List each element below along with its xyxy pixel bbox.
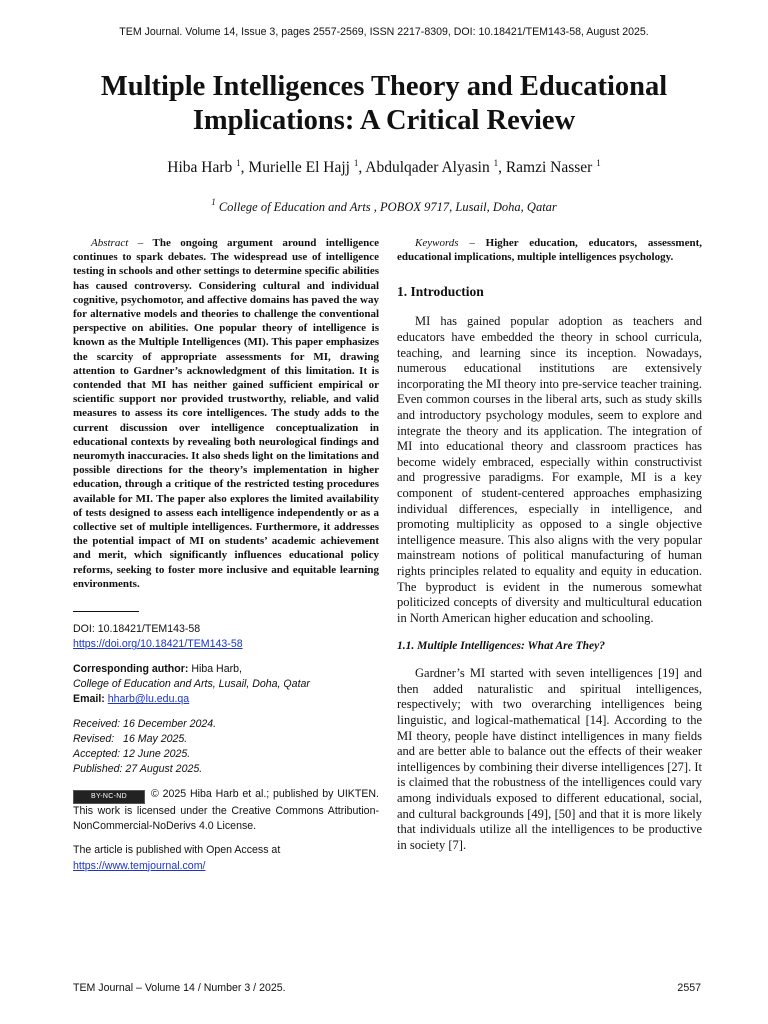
corresponding-author-block <box>73 662 379 708</box>
author-affil-marker: 1 <box>596 158 601 168</box>
footer-journal: TEM Journal – Volume 14 / Number 3 / 2025. <box>73 982 286 994</box>
author-name: Hiba Harb <box>167 159 233 176</box>
affiliation-marker: 1 <box>211 197 216 207</box>
corresponding-affiliation: College of Education and Arts, Lusail, Doha, Qatar <box>73 677 310 690</box>
author-name: Murielle El Hajj <box>248 159 350 176</box>
email-label: Email: <box>73 693 105 706</box>
section-heading: 1. Introduction <box>397 284 484 300</box>
corresponding-label: Corresponding author: <box>73 662 189 675</box>
abstract-text: The ongoing argument around intelligence continues to spark debates. The widespread use of intelligence testing in schools and other settings to determine specific abilities has caused controversy. Considering cultural and individual cognitive, psychomotor, and affective domains has paved the way for alternative models and theories to challenge the conventional perspective on abilities. One popular theory of intelligence is known as the Multiple Intelligences (MI). This paper emphasizes the scarcity of appropriate assessments for MI, drawing attention to Gardner’s acknowledgment of this limitation. It is contended that MI has neither gained sufficient empirical or scientific support nor provided trustworthy, reliable, and valid measures to assess its core intelligences. The study adds to the current discussion over intelligence conceptualization in educational contexts by revealing both neurological findings and neuromyth inaccuracies. It also sheds light on the limitations and possible directions for the theory’s implementation in higher education, through a critique of the restricted testing procedures available for MI. The paper also explores the limited availability of tests designed to assess each intelligence independently or as a collective set of multiple intelligences. Furthermore, it addresses the potential impact of MI on students’ academic achievement and merit, which significantly influences educational policy reforms, seeking to foster more inclusive and equitable learning environments. <box>73 237 379 590</box>
journal-link[interactable]: https://www.temjournal.com/ <box>73 859 206 872</box>
keywords-text: Higher education, educators, assessment, educational implications, multiple intelligences psychology. <box>397 237 703 264</box>
keywords <box>397 236 702 264</box>
subsection-paragraph: Gardner’s MI started with seven intelligences [19] and then added naturalistic and spiritual intelligences, respectively; with two overarching intelligences being linguistic, and logical-mathematical [14]. According to the MI theory, people have distinct intelligences in many fields and are better able to balance out the effects of their weaker intelligences by combining their diverse intelligences [27]. It is claimed that the robustness of the intelligences could vary among individuals exposed to different educational, social, and cultural backgrounds [49], [50] and that it is more likely that individuals utilize all the intelligences to be productive in society [7]. <box>397 666 702 852</box>
doi-text: DOI: 10.18421/TEM143-58 <box>73 623 201 636</box>
author-affil-marker: 1 <box>493 158 499 168</box>
license-block <box>73 787 379 835</box>
abstract-label: Abstract – <box>91 237 144 249</box>
subsection-heading: 1.1. Multiple Intelligences: What Are They? <box>397 640 605 653</box>
abstract <box>73 236 379 591</box>
doi-link[interactable]: https://doi.org/10.18421/TEM143-58 <box>73 638 243 651</box>
doi-block <box>73 622 379 653</box>
received-date: Received: 16 December 2024. <box>73 717 217 730</box>
email-link[interactable]: hharb@lu.edu.qa <box>107 693 190 706</box>
cc-license-icon: BY-NC-ND <box>73 790 145 804</box>
affiliation-text: College of Education and Arts , POBOX 9717, Lusail, Doha, Qatar <box>218 200 557 214</box>
footnote-divider <box>73 611 139 612</box>
right-column <box>397 236 702 853</box>
license-text: © 2025 Hiba Harb et al.; published by UIKTEN. This work is licensed under the Creative Commons Attribution-NonCommercial-NoDerivs 4.0 License. <box>73 787 379 833</box>
published-date: Published: 27 August 2025. <box>73 763 203 776</box>
open-access-text: The article is published with Open Access at <box>73 844 281 857</box>
author-list: Hiba Harb $^1$, Murielle El Hajj $^1$, Abdulqader Alyasin $^1$, Ramzi Nasser $^1$ <box>167 158 601 176</box>
accepted-date: Accepted: 12 June 2025. <box>73 748 191 761</box>
corresponding-name: Hiba Harb, <box>191 662 242 675</box>
page-number: 2557 <box>677 982 701 994</box>
open-access-block <box>73 843 379 874</box>
author-affil-marker: 1 <box>353 158 359 168</box>
paper-title: Multiple Intelligences Theory and Educational Implications: A Critical Review <box>100 71 668 136</box>
author-affil-marker: 1 <box>236 158 241 168</box>
left-column <box>73 236 379 874</box>
keywords-label: Keywords – <box>415 237 475 249</box>
intro-paragraph: MI has gained popular adoption as teachers and educators have embedded the theory in school curricula, teaching, and learning since its inception. Nowadays, numerous educational institutions are extensively incorporating the MI theory into pre-service teacher training. Even common courses in the liberal arts, such as study skills and introductory psychology modules, seem to explore and integrate the theory and its application. The integration of MI into educational theory and classroom practices has become widely embraced, especially within constructivist and progressive paradigms. For example, MI is a key component of student-centered approaches emphasizing individual differences, especially in intelligence, and promoting multiplicity as opposed to a single objective intelligence measure. This also aligns with the very popular mainstream notions of political manufacturing of human rights principles related to equality and equity in education. The byproduct is evident in the numerous somewhat politicized concepts of diversity and multicultural education in North American higher education and schooling. <box>397 314 702 625</box>
affiliation <box>0 197 768 215</box>
author-name: Ramzi Nasser <box>505 159 593 176</box>
revised-date: Revised: 16 May 2025. <box>73 732 188 745</box>
running-head: TEM Journal. Volume 14, Issue 3, pages 2557-2569, ISSN 2217-8309, DOI: 10.18421/TEM143-58, August 2025. <box>119 26 649 38</box>
dates-block <box>73 717 379 778</box>
author-name: Abdulqader Alyasin <box>365 159 490 176</box>
